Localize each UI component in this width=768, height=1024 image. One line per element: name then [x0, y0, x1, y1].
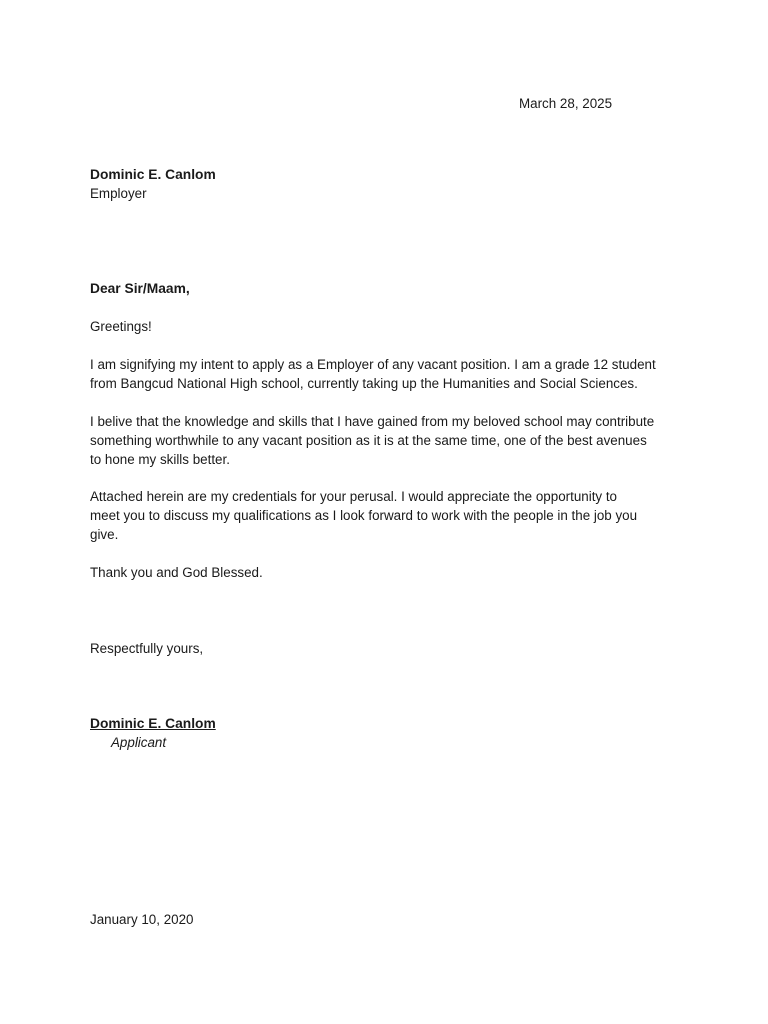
body-paragraph-1: [90, 355, 690, 393]
paragraph-line: meet you to discuss my qualifications as I look forward to work with the people in the job you: [90, 508, 638, 523]
paragraph-line: I am signifying my intent to apply as a Employer of any vacant position. I am a grade 12 student: [90, 357, 656, 372]
recipient-name: Dominic E. Canlom: [90, 167, 216, 182]
paragraph-line: give.: [90, 527, 119, 542]
signature-title: Applicant: [111, 735, 167, 750]
salutation: Dear Sir/Maam,: [90, 281, 190, 296]
paragraph-line: I belive that the knowledge and skills that I have gained from my beloved school may contribute: [90, 414, 655, 429]
greeting: Greetings!: [90, 319, 152, 334]
signature-name: Dominic E. Canlom: [90, 716, 216, 731]
footer-date: January 10, 2020: [90, 912, 194, 927]
letter-date: March 28, 2025: [519, 96, 613, 111]
body-paragraph-3: [90, 487, 690, 544]
closing-line: Respectfully yours,: [90, 641, 204, 656]
paragraph-line: something worthwhile to any vacant position as it is at the same time, one of the best avenues: [90, 433, 647, 448]
thanks-line: Thank you and God Blessed.: [90, 565, 263, 580]
paragraph-line: to hone my skills better.: [90, 452, 230, 467]
paragraph-line: from Bangcud National High school, currently taking up the Humanities and Social Sciences.: [90, 376, 638, 391]
paragraph-line: Attached herein are my credentials for your perusal. I would appreciate the opportunity to: [90, 489, 617, 504]
recipient-title: Employer: [90, 186, 147, 201]
body-paragraph-2: [90, 412, 690, 469]
